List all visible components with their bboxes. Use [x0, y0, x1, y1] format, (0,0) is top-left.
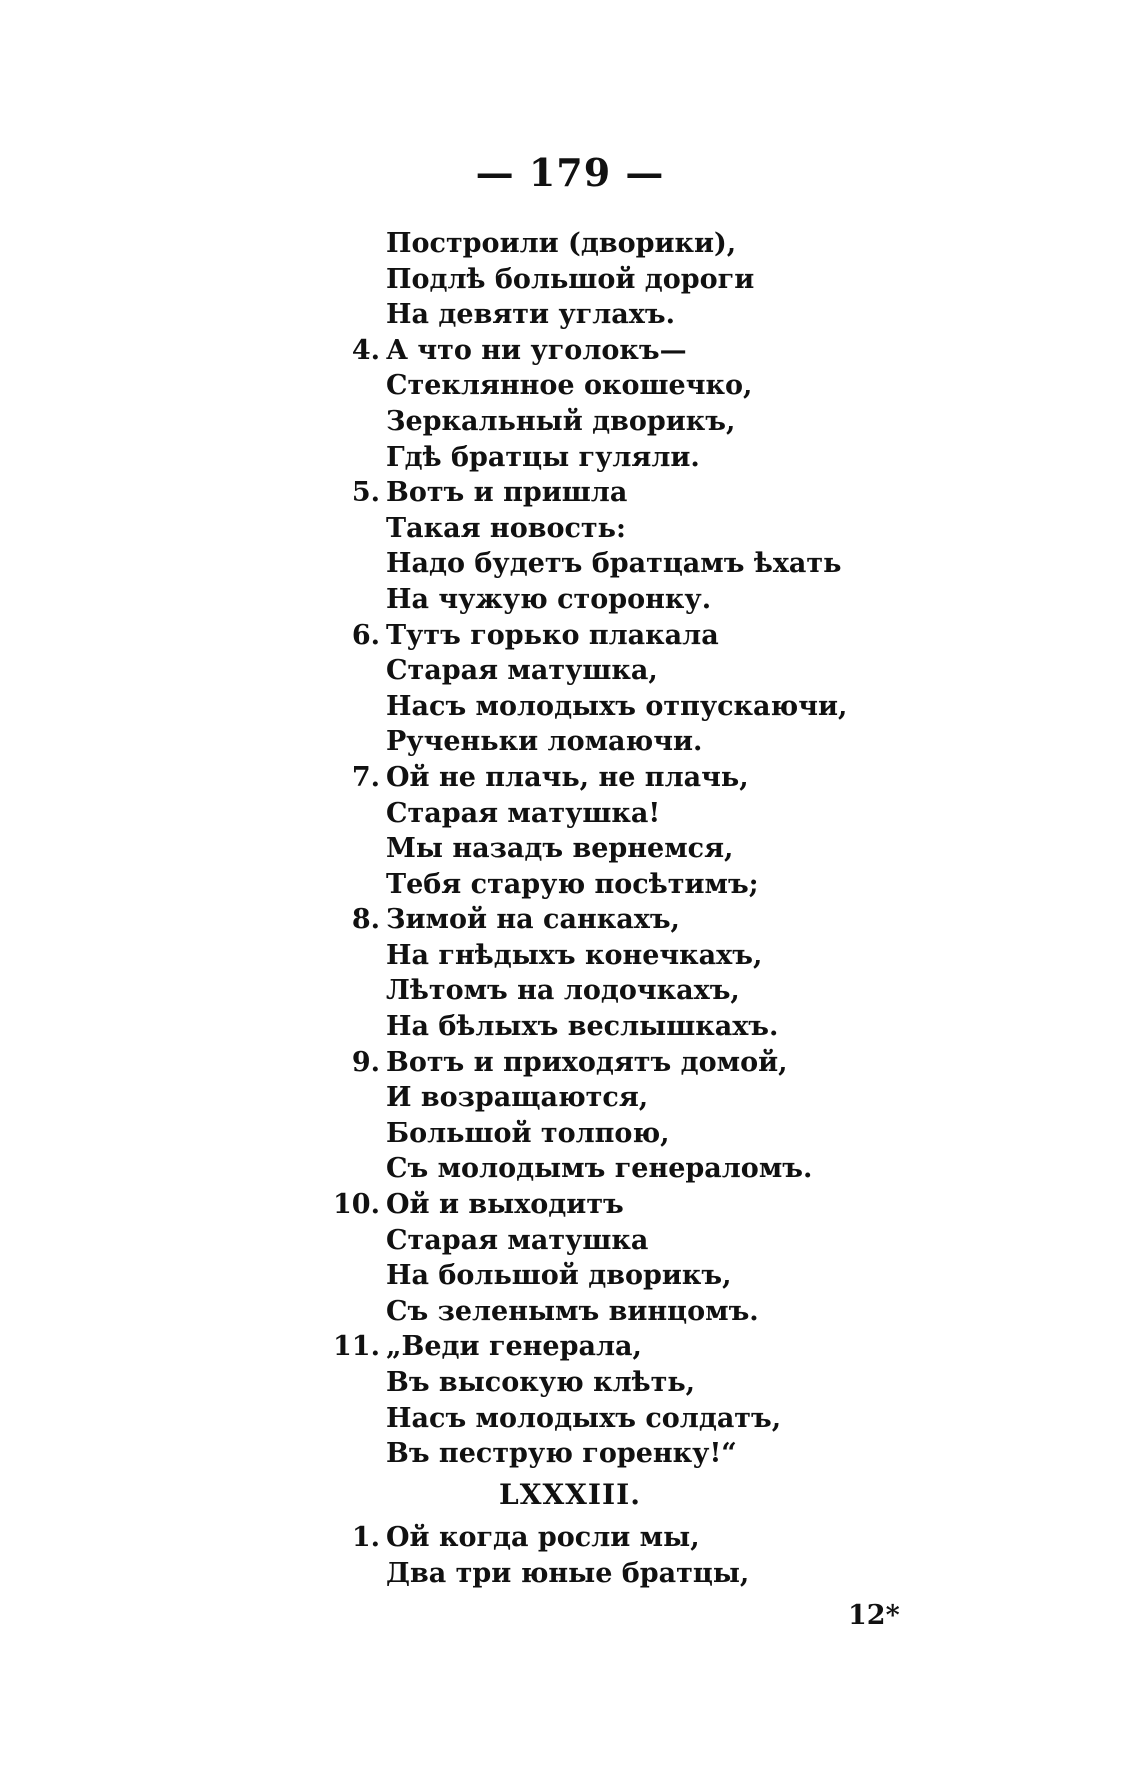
section-heading: LXXXIII. — [499, 1478, 641, 1511]
verse-line — [0, 831, 1140, 867]
verse-line — [0, 404, 1140, 440]
stanza-number: 6. — [351, 619, 380, 651]
verse-text: Ой и выходитъ — [386, 1189, 624, 1221]
stanza-number: 10. — [333, 1189, 380, 1221]
verse-text: Рученьки ломаючи. — [386, 726, 703, 758]
verse-line — [0, 1045, 1140, 1081]
verse-text: Надо будетъ братцамъ ѣхать — [386, 548, 842, 580]
verse-text: Насъ молодыхъ солдатъ, — [386, 1402, 782, 1434]
verse-text: Лѣтомъ на лодочкахъ, — [386, 975, 740, 1007]
verse-text: На девяти углахъ. — [386, 299, 676, 331]
verse-text: Вотъ и приходятъ домой, — [386, 1046, 788, 1078]
stanza-number: 7. — [351, 761, 380, 793]
verse-line — [0, 1401, 1140, 1437]
verse-text: Въ высокую клѣть, — [386, 1367, 696, 1398]
verse-text: Съ молодымъ генераломъ. — [386, 1153, 813, 1185]
verse-text: Два три юные братцы, — [386, 1557, 750, 1589]
verse-text: Тебя старую посѣтимъ; — [386, 868, 759, 900]
verse-line — [0, 582, 1140, 618]
verse-text: Съ зеленымъ винцомъ. — [386, 1295, 759, 1327]
verse-line — [0, 938, 1140, 974]
verse-text: Ой не плачь, не плачь, — [386, 761, 749, 793]
verse-text: И возращаются, — [386, 1082, 649, 1114]
verse-text: Тутъ горько плакала — [386, 619, 719, 651]
verse-line — [0, 297, 1140, 333]
verse-line — [0, 1436, 1140, 1472]
verse-line — [0, 1187, 1140, 1223]
verse-line — [0, 1080, 1140, 1116]
stanza-number: 4. — [351, 334, 380, 366]
verse-line — [0, 475, 1140, 511]
stanza-number: 9. — [351, 1046, 380, 1078]
verse-line — [0, 724, 1140, 760]
verse-line — [0, 618, 1140, 654]
verse-line — [0, 1520, 1140, 1556]
verse-text: Подлѣ большой дороги — [386, 263, 755, 295]
verse-line — [0, 653, 1140, 689]
verse-line — [0, 1116, 1140, 1152]
signature-mark: 12* — [848, 1600, 900, 1631]
verse-line — [0, 796, 1140, 832]
stanza-number: 5. — [351, 477, 380, 509]
verse-text: На бѣлыхъ веслышкахъ. — [386, 1011, 779, 1043]
verse-text: На гнѣдыхъ конечкахъ, — [386, 939, 763, 971]
verse-line — [0, 1223, 1140, 1259]
verse-line — [0, 440, 1140, 476]
verse-line — [0, 1329, 1140, 1365]
page-number: — 179 — — [475, 150, 665, 195]
verse-line — [0, 262, 1140, 298]
verse-text: А что ни уголокъ— — [386, 334, 687, 366]
verse-text: Старая матушка — [386, 1224, 649, 1256]
verse-line — [0, 333, 1140, 369]
verse-line — [0, 546, 1140, 582]
verse-text: Насъ молодыхъ отпускаючи, — [386, 690, 848, 722]
poem-body — [0, 226, 1140, 1472]
verse-line — [0, 973, 1140, 1009]
poem-body-next — [0, 1520, 1140, 1591]
verse-line — [0, 1009, 1140, 1045]
verse-line — [0, 867, 1140, 903]
verse-line — [0, 760, 1140, 796]
verse-text: Въ пеструю горенку!“ — [386, 1438, 737, 1470]
stanza-number: 11. — [333, 1331, 380, 1363]
verse-text: Стеклянное окошечко, — [386, 370, 753, 402]
verse-text: На большой дворикъ, — [386, 1260, 732, 1292]
verse-text: Мы назадъ вернемся, — [386, 833, 734, 865]
verse-text: Гдѣ братцы гуляли. — [386, 441, 700, 473]
verse-line — [0, 1556, 1140, 1592]
verse-line — [0, 1151, 1140, 1187]
verse-text: Зимой на санкахъ, — [386, 904, 680, 936]
verse-line — [0, 226, 1140, 262]
verse-text: Большой толпою, — [386, 1117, 670, 1149]
verse-line — [0, 902, 1140, 938]
verse-line — [0, 1294, 1140, 1330]
stanza-number: 1. — [351, 1522, 380, 1553]
verse-line — [0, 511, 1140, 547]
verse-text: Построили (дворики), — [386, 228, 737, 259]
verse-text: Вотъ и пришла — [386, 477, 628, 509]
verse-line — [0, 1365, 1140, 1401]
verse-text: „Веди генерала, — [386, 1331, 642, 1363]
verse-text: На чужую сторонку. — [386, 583, 712, 615]
verse-text: Старая матушка! — [386, 797, 661, 829]
verse-text: Ой когда росли мы, — [386, 1522, 700, 1553]
verse-text: Зеркальный дворикъ, — [386, 405, 736, 437]
verse-text: Такая новость: — [386, 512, 626, 544]
verse-line — [0, 1258, 1140, 1294]
stanza-number: 8. — [351, 904, 380, 936]
verse-text: Старая матушка, — [386, 655, 658, 687]
verse-line — [0, 368, 1140, 404]
verse-line — [0, 689, 1140, 725]
